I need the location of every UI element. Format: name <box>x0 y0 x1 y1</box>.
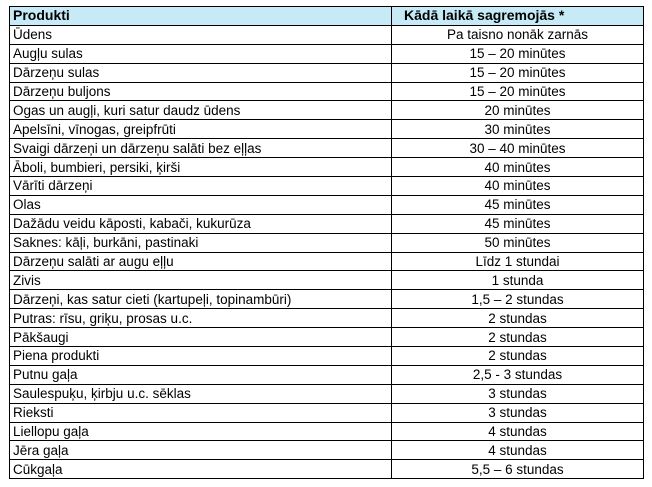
product-cell: Olas <box>10 195 392 214</box>
product-cell: Saknes: kāļi, burkāni, pastinaki <box>10 233 392 252</box>
digestion-time-cell: 40 minūtes <box>392 158 644 177</box>
digestion-time-cell: 2,5 - 3 stundas <box>392 365 644 384</box>
digestion-time-cell: 1 stunda <box>392 271 644 290</box>
product-cell: Cūkgaļa <box>10 460 392 479</box>
table-row <box>10 195 644 214</box>
table-row <box>10 214 644 233</box>
digestion-time-cell: 2 stundas <box>392 328 644 347</box>
digestion-time-cell: 4 stundas <box>392 422 644 441</box>
table-body <box>10 25 644 478</box>
table-row <box>10 309 644 328</box>
table-row <box>10 384 644 403</box>
product-cell: Vārīti dārzeņi <box>10 177 392 196</box>
digestion-time-cell: Līdz 1 stundai <box>392 252 644 271</box>
table-row <box>10 460 644 479</box>
header-product: Produkti <box>10 7 392 26</box>
digestion-time-cell: 40 minūtes <box>392 177 644 196</box>
table-row <box>10 101 644 120</box>
digestion-time-cell: 45 minūtes <box>392 195 644 214</box>
table-row <box>10 422 644 441</box>
product-cell: Jēra gaļa <box>10 441 392 460</box>
digestion-time-cell: 2 stundas <box>392 309 644 328</box>
table-row <box>10 82 644 101</box>
table-row <box>10 63 644 82</box>
product-cell: Saulespuķu, ķirbju u.c. sēklas <box>10 384 392 403</box>
digestion-time-cell: 4 stundas <box>392 441 644 460</box>
digestion-time-cell: 15 – 20 minūtes <box>392 44 644 63</box>
table-row <box>10 44 644 63</box>
product-cell: Dārzeņu salāti ar augu eļļu <box>10 252 392 271</box>
product-cell: Apelsīni, vīnogas, greipfrūti <box>10 120 392 139</box>
digestion-time-cell: 1,5 – 2 stundas <box>392 290 644 309</box>
product-cell: Liellopu gaļa <box>10 422 392 441</box>
digestion-time-cell: 45 minūtes <box>392 214 644 233</box>
digestion-time-cell: 15 – 20 minūtes <box>392 82 644 101</box>
table-header-row <box>10 7 644 26</box>
table-row <box>10 252 644 271</box>
table-row <box>10 441 644 460</box>
header-digestion-time: Kādā laikā sagremojās * <box>392 7 644 26</box>
digestion-time-cell: 15 – 20 minūtes <box>392 63 644 82</box>
product-cell: Rieksti <box>10 403 392 422</box>
digestion-table-container <box>9 6 644 479</box>
table-row <box>10 328 644 347</box>
table-row <box>10 139 644 158</box>
product-cell: Dārzeņu sulas <box>10 63 392 82</box>
table-row <box>10 158 644 177</box>
product-cell: Dārzeņu buljons <box>10 82 392 101</box>
digestion-time-cell: 30 minūtes <box>392 120 644 139</box>
table-row <box>10 347 644 366</box>
digestion-time-cell: 20 minūtes <box>392 101 644 120</box>
product-cell: Dažādu veidu kāposti, kabači, kukurūza <box>10 214 392 233</box>
table-row <box>10 120 644 139</box>
product-cell: Dārzeņi, kas satur cieti (kartupeļi, topinambūri) <box>10 290 392 309</box>
product-cell: Piena produkti <box>10 347 392 366</box>
table-row <box>10 25 644 44</box>
product-cell: Ogas un augļi, kuri satur daudz ūdens <box>10 101 392 120</box>
table-row <box>10 177 644 196</box>
table-row <box>10 271 644 290</box>
digestion-time-cell: 2 stundas <box>392 347 644 366</box>
digestion-time-cell: 3 stundas <box>392 403 644 422</box>
table-row <box>10 233 644 252</box>
digestion-time-cell: 50 minūtes <box>392 233 644 252</box>
digestion-time-cell: 3 stundas <box>392 384 644 403</box>
table-row <box>10 290 644 309</box>
digestion-time-table <box>9 6 644 479</box>
product-cell: Augļu sulas <box>10 44 392 63</box>
digestion-time-cell: 30 – 40 minūtes <box>392 139 644 158</box>
product-cell: Pākšaugi <box>10 328 392 347</box>
product-cell: Zivis <box>10 271 392 290</box>
product-cell: Svaigi dārzeņi un dārzeņu salāti bez eļļas <box>10 139 392 158</box>
digestion-time-cell: Pa taisno nonāk zarnās <box>392 25 644 44</box>
product-cell: Putnu gaļa <box>10 365 392 384</box>
product-cell: Āboli, bumbieri, persiki, ķirši <box>10 158 392 177</box>
digestion-time-cell: 5,5 – 6 stundas <box>392 460 644 479</box>
table-row <box>10 365 644 384</box>
product-cell: Ūdens <box>10 25 392 44</box>
product-cell: Putras: rīsu, griķu, prosas u.c. <box>10 309 392 328</box>
table-row <box>10 403 644 422</box>
